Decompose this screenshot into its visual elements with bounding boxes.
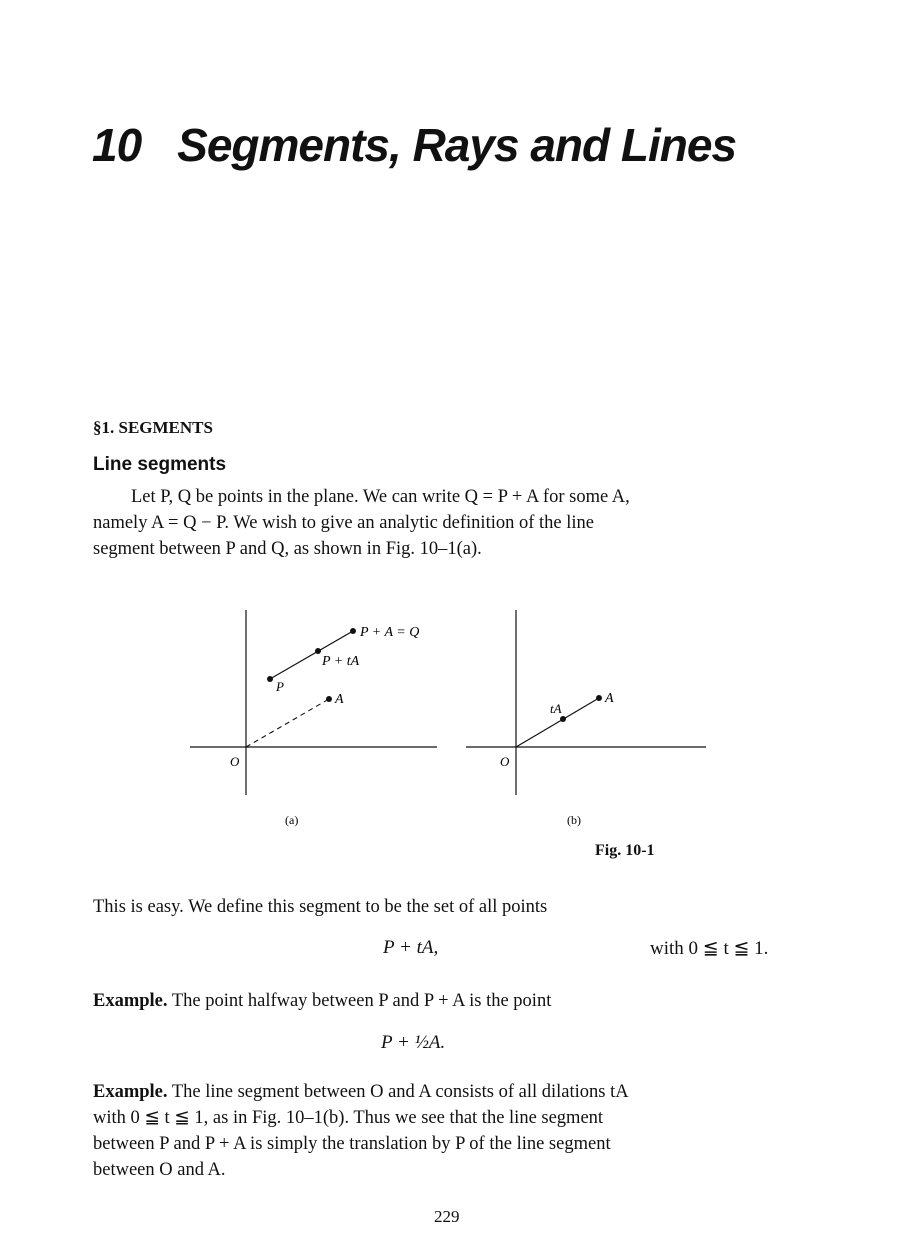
- equation-condition: with 0 ≦ t ≦ 1.: [650, 938, 769, 959]
- equation-halfway: P + ½A.: [381, 1032, 446, 1053]
- fig-a-label-q: P + A = Q: [360, 625, 420, 640]
- paragraph-definition: This is easy. We define this segment to be the set of all points: [93, 897, 548, 917]
- fig-b-label-ta: tA: [550, 701, 562, 716]
- fig-b-subfigure-label: (b): [567, 813, 581, 827]
- fig-b-point-a: [596, 695, 602, 701]
- chapter-title: [92, 118, 736, 172]
- paragraph-intro: [93, 484, 806, 562]
- fig-b-label-a: A: [605, 691, 614, 706]
- fig-a-point-q: [350, 628, 356, 634]
- example-label: Example.: [93, 991, 168, 1011]
- fig-a-subfigure-label: (a): [285, 813, 299, 827]
- fig-b-point-ta: [560, 716, 566, 722]
- example-halfway: [93, 988, 551, 1014]
- fig-a-point-a: [326, 696, 332, 702]
- section-heading: §1. SEGMENTS: [93, 418, 213, 437]
- fig-a-label-a: A: [335, 692, 344, 707]
- fig-a-dashed-segment: [246, 699, 329, 747]
- example-line: with 0 ≦ t ≦ 1, as in Fig. 10–1(b). Thus we see that the line segment: [93, 1108, 604, 1128]
- example-line: [93, 1079, 806, 1105]
- paragraph-line: Let P, Q be points in the plane. We can write Q = P + A for some A,: [131, 487, 630, 507]
- equation-segment: P + tA,: [383, 937, 439, 958]
- figure-caption: Fig. 10-1: [595, 842, 655, 859]
- fig-a-point-p: [267, 676, 273, 682]
- paragraph-line: namely A = Q − P. We wish to give an analytic definition of the line: [93, 513, 594, 533]
- example-line: between P and P + A is simply the translation by P of the line segment: [93, 1134, 611, 1154]
- fig-b-label-origin: O: [500, 754, 510, 769]
- example-text: The line segment between O and A consists of all dilations tA: [171, 1082, 629, 1102]
- fig-a-label-p: P: [276, 679, 284, 694]
- example-label: Example.: [93, 1082, 168, 1102]
- fig-a-point-ta: [315, 648, 321, 654]
- example-text: The point halfway between P and P + A is the point: [171, 991, 552, 1011]
- chapter-title-text: Segments, Rays and Lines: [177, 119, 737, 171]
- fig-a-label-origin: O: [230, 754, 240, 769]
- figure-10-1: [180, 600, 720, 840]
- chapter-number: 10: [92, 119, 142, 171]
- paragraph-line: segment between P and Q, as shown in Fig. 10–1(a).: [93, 539, 482, 559]
- fig-a-label-ta: P + tA: [322, 654, 360, 669]
- subsection-heading: Line segments: [93, 454, 227, 475]
- example-line: between O and A.: [93, 1160, 226, 1180]
- example-dilations: [93, 1079, 806, 1183]
- page-number: 229: [434, 1207, 460, 1226]
